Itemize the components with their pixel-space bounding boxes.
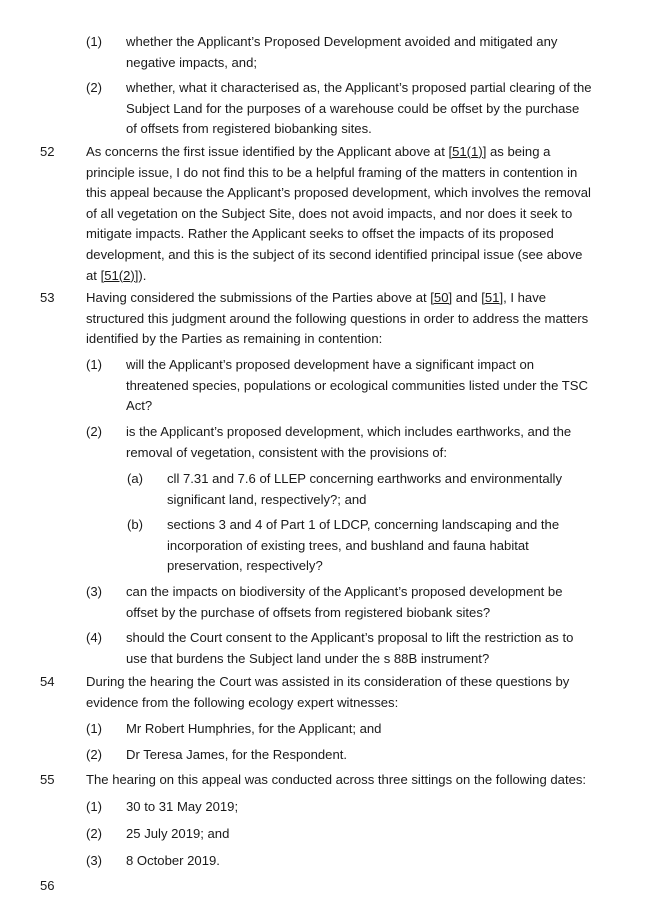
item-text: Mr Robert Humphries, for the Applicant; and [126, 721, 382, 736]
text-run: as being a [486, 144, 551, 159]
item-text [126, 32, 606, 73]
item-label: (2) [86, 826, 103, 841]
item-label: (2) [86, 747, 103, 762]
text-line: principle issue, I do not find this to be a helpful framing of the matters in contention in [86, 164, 578, 180]
paragraph-link-51[interactable]: [51] [481, 290, 504, 305]
link-text: 1 [471, 144, 479, 159]
link-text: 2 [123, 267, 131, 283]
item-text: Dr Teresa James, for the Respondent. [126, 747, 348, 762]
item-label: (1) [86, 34, 103, 49]
sub-item-text [167, 515, 607, 577]
text-line: cll 7.31 and 7.6 of LLEP concerning earthworks and environmentally [167, 471, 562, 486]
text-run: , I have [503, 290, 547, 305]
text-line: this appeal because the Applicant’s proposed development, which involves the removal [86, 185, 591, 201]
text-line: threatened species, populations or ecological communities listed under the TSC [126, 377, 588, 393]
item-text [126, 355, 606, 417]
text-run: and [452, 290, 482, 305]
text-line: negative impacts, and; [126, 54, 258, 70]
link-text: [51( [448, 144, 472, 159]
text-line: should the Court consent to the Applicant’s proposal to lift the restriction as to [126, 630, 574, 645]
text-line [86, 266, 606, 287]
text-line: preservation, respectively? [167, 558, 323, 574]
item-text [126, 422, 606, 463]
text-line: can the impacts on biodiversity of the Applicant’s proposed development be [126, 584, 563, 599]
text-run: ). [138, 267, 147, 283]
item-text [126, 78, 606, 140]
item-label: (1) [86, 357, 103, 372]
paragraph-link-51-1[interactable] [448, 144, 486, 159]
paragraph-link-51-2[interactable] [101, 268, 139, 283]
text-line: mitigate impacts. Rather the Applicant seeks to offset the impacts of its proposed [86, 226, 554, 242]
paragraph-number: 54 [40, 674, 55, 689]
text-line: development, and this is the subject of its second identified principal issue (see above [86, 246, 583, 262]
paragraph-text [86, 288, 606, 350]
item-label: (2) [86, 424, 103, 439]
text-line: structured this judgment around the following questions in order to address the matters [86, 310, 589, 326]
item-label: (2) [86, 80, 103, 95]
text-line: whether the Applicant’s Proposed Development avoided and mitigated any [126, 34, 558, 49]
item-label: (4) [86, 630, 103, 645]
text-line: whether, what it characterised as, the Applicant’s proposed partial clearing of the [126, 80, 592, 95]
sub-item-label: (b) [127, 517, 144, 532]
item-text [126, 628, 606, 669]
text-run: As concerns the first issue identified by the Applicant above at [86, 144, 449, 159]
text-line [86, 288, 606, 309]
text-line: will the Applicant’s proposed development have a significant impact on [126, 357, 535, 372]
paragraph-number: 55 [40, 772, 55, 787]
paragraph-text [86, 672, 606, 713]
item-text: 30 to 31 May 2019; [126, 799, 239, 814]
text-line: use that burdens the Subject land under the s 88B instrument? [126, 650, 490, 666]
item-label: (1) [86, 799, 103, 814]
paragraph-text [86, 142, 606, 286]
text-line: of all vegetation on the Subject Site, does not avoid impacts, and nor does it seek to [86, 205, 573, 221]
link-text: [51( [100, 267, 124, 283]
sub-item-text [167, 469, 607, 510]
text-line: identified by the Parties as remaining in contention: [86, 331, 383, 347]
sub-item-label: (a) [127, 471, 144, 486]
text-line [86, 142, 606, 163]
paragraph-number: 53 [40, 290, 55, 305]
item-text: 25 July 2019; and [126, 826, 230, 841]
text-line: significant land, respectively?; and [167, 491, 367, 507]
paragraph-number: 56 [40, 878, 55, 893]
paragraph-link-50[interactable]: [50] [430, 290, 453, 305]
text-line: offset by the purchase of offsets from registered biobank sites? [126, 604, 491, 620]
link-text: )] [130, 267, 139, 283]
item-label: (3) [86, 853, 103, 868]
text-line: of offsets from registered biobanking sites. [126, 121, 372, 137]
link-text: )] [478, 144, 487, 159]
text-line: is the Applicant’s proposed development, which includes earthworks, and the [126, 424, 572, 439]
item-label: (1) [86, 721, 103, 736]
paragraph-text: The hearing on this appeal was conducted across three sittings on the following dates: [86, 772, 587, 787]
text-line: removal of vegetation, consistent with the provisions of: [126, 444, 447, 460]
item-text [126, 582, 606, 623]
text-line: evidence from the following ecology expert witnesses: [86, 694, 399, 710]
paragraph-number: 52 [40, 144, 55, 159]
text-line: incorporation of existing trees, and bushland and fauna habitat [167, 537, 529, 553]
text-run: at [86, 267, 101, 283]
text-line: Act? [126, 398, 153, 414]
text-line: Subject Land for the purposes of a warehouse could be offset by the purchase [126, 100, 580, 116]
item-label: (3) [86, 584, 103, 599]
text-line: During the hearing the Court was assisted in its consideration of these questions by [86, 674, 570, 689]
text-line: sections 3 and 4 of Part 1 of LDCP, concerning landscaping and the [167, 517, 560, 532]
item-text: 8 October 2019. [126, 853, 220, 868]
text-run: Having considered the submissions of the Parties above at [86, 290, 431, 305]
